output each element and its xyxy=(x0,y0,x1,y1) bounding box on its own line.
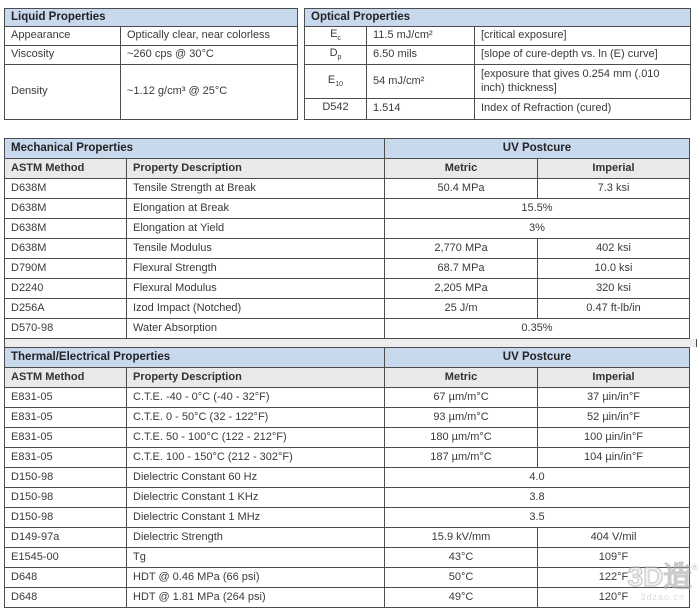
astm-method-cell: D570-98 xyxy=(5,319,127,339)
mechanical-properties-header: Mechanical Properties xyxy=(5,139,385,159)
table-row xyxy=(5,279,690,299)
col-header-metric: Metric xyxy=(385,368,538,388)
optical-symbol-cell xyxy=(305,46,367,65)
table-row xyxy=(5,46,298,65)
metric-value-cell: 68.7 MPa xyxy=(385,259,538,279)
optical-symbol: E xyxy=(327,73,336,86)
optical-value-cell: 1.514 xyxy=(367,99,475,120)
optical-description-cell: [exposure that gives 0.254 mm (.010 inch) thickness] xyxy=(475,65,691,99)
table-row xyxy=(5,528,690,548)
astm-method-cell: D150-98 xyxy=(5,468,127,488)
metric-value-cell: 43°C xyxy=(385,548,538,568)
table-row xyxy=(5,408,690,428)
metric-value-cell: 67 µm/m°C xyxy=(385,388,538,408)
astm-method-cell: D648 xyxy=(5,588,127,608)
property-description-cell: Dielectric Constant 60 Hz xyxy=(127,468,385,488)
imperial-value-cell: 0.47 ft-lb/in xyxy=(538,299,690,319)
table-row xyxy=(5,368,690,388)
table-row xyxy=(5,179,690,199)
table-spacer xyxy=(4,339,697,347)
registered-mark-icon: ® xyxy=(691,562,698,572)
col-header-imperial: Imperial xyxy=(538,159,690,179)
col-header-property-description: Property Description xyxy=(127,368,385,388)
property-label-cell: Appearance xyxy=(5,27,121,46)
astm-method-cell: E831-05 xyxy=(5,408,127,428)
property-description-cell: Elongation at Yield xyxy=(127,219,385,239)
property-description-cell: C.T.E. 0 - 50°C (32 - 122°F) xyxy=(127,408,385,428)
table-row xyxy=(5,259,690,279)
astm-method-cell: E831-05 xyxy=(5,428,127,448)
mechanical-properties-table xyxy=(4,138,690,339)
optical-symbol: D xyxy=(329,47,338,60)
astm-method-cell: E831-05 xyxy=(5,448,127,468)
imperial-value-cell: 52 µin/in°F xyxy=(538,408,690,428)
col-header-metric: Metric xyxy=(385,159,538,179)
imperial-value-cell: 120°F xyxy=(538,588,690,608)
property-label-cell: Density xyxy=(5,65,121,120)
combined-value-cell: 0.35% xyxy=(385,319,690,339)
imperial-value-cell: 122°F xyxy=(538,568,690,588)
col-header-astm-method: ASTM Method xyxy=(5,159,127,179)
optical-description-cell: Index of Refraction (cured) xyxy=(475,99,691,120)
combined-value-cell: 4.0 xyxy=(385,468,690,488)
property-description-cell: Dielectric Constant 1 MHz xyxy=(127,508,385,528)
thermal-electrical-properties-table xyxy=(4,347,690,608)
property-description-cell: C.T.E. 50 - 100°C (122 - 212°F) xyxy=(127,428,385,448)
thermal-electrical-properties-header: Thermal/Electrical Properties xyxy=(5,348,385,368)
top-tables-section xyxy=(4,8,697,120)
table-row xyxy=(5,428,690,448)
combined-value-cell: 3% xyxy=(385,219,690,239)
property-description-cell: Dielectric Constant 1 KHz xyxy=(127,488,385,508)
metric-value-cell: 49°C xyxy=(385,588,538,608)
property-description-cell: Tensile Modulus xyxy=(127,239,385,259)
astm-method-cell: D149-97a xyxy=(5,528,127,548)
astm-method-cell: D638M xyxy=(5,239,127,259)
combined-value-cell: 3.5 xyxy=(385,508,690,528)
table-row xyxy=(5,468,690,488)
section-gap xyxy=(4,120,697,138)
optical-symbol-cell xyxy=(305,27,367,46)
astm-method-cell: E831-05 xyxy=(5,388,127,408)
table-row xyxy=(5,27,298,46)
property-description-cell: Tensile Strength at Break xyxy=(127,179,385,199)
optical-value-cell: 11.5 mJ/cm² xyxy=(367,27,475,46)
table-row xyxy=(5,139,690,159)
imperial-value-cell: 404 V/mil xyxy=(538,528,690,548)
property-description-cell: Izod Impact (Notched) xyxy=(127,299,385,319)
imperial-value-cell: 104 µin/in°F xyxy=(538,448,690,468)
astm-method-cell: D150-98 xyxy=(5,508,127,528)
table-row xyxy=(305,46,691,65)
optical-description-cell: [critical exposure] xyxy=(475,27,691,46)
table-row xyxy=(5,588,690,608)
metric-value-cell: 25 J/m xyxy=(385,299,538,319)
property-label-cell: Viscosity xyxy=(5,46,121,65)
table-row xyxy=(5,448,690,468)
optical-properties-header: Optical Properties xyxy=(305,9,691,27)
table-row xyxy=(5,299,690,319)
property-description-cell: Water Absorption xyxy=(127,319,385,339)
property-description-cell: C.T.E. -40 - 0°C (-40 - 32°F) xyxy=(127,388,385,408)
imperial-value-cell: 100 µin/in°F xyxy=(538,428,690,448)
imperial-value-cell: 37 µin/in°F xyxy=(538,388,690,408)
table-row xyxy=(305,9,691,27)
imperial-value-cell: 320 ksi xyxy=(538,279,690,299)
metric-value-cell: 2,770 MPa xyxy=(385,239,538,259)
table-row xyxy=(305,99,691,120)
property-description-cell: Flexural Modulus xyxy=(127,279,385,299)
combined-value-cell: 15.5% xyxy=(385,199,690,219)
optical-symbol: E xyxy=(330,28,338,41)
metric-value-cell: 50°C xyxy=(385,568,538,588)
table-row xyxy=(5,219,690,239)
astm-method-cell: D638M xyxy=(5,199,127,219)
property-description-cell: Elongation at Break xyxy=(127,199,385,219)
table-row xyxy=(5,199,690,219)
col-header-imperial: Imperial xyxy=(538,368,690,388)
property-value-cell: ~1.12 g/cm³ @ 25°C xyxy=(121,65,298,120)
metric-value-cell: 50.4 MPa xyxy=(385,179,538,199)
table-row xyxy=(5,65,298,120)
table-row xyxy=(5,488,690,508)
watermark-url: 3dzao.cn xyxy=(640,592,686,602)
table-row xyxy=(5,568,690,588)
optical-properties-table xyxy=(304,8,691,120)
metric-value-cell: 15.9 kV/mm xyxy=(385,528,538,548)
astm-method-cell: D648 xyxy=(5,568,127,588)
astm-method-cell: D790M xyxy=(5,259,127,279)
liquid-properties-header: Liquid Properties xyxy=(5,9,298,27)
astm-method-cell: E1545-00 xyxy=(5,548,127,568)
astm-method-cell: D638M xyxy=(5,219,127,239)
table-row xyxy=(5,319,690,339)
uv-postcure-header: UV Postcure xyxy=(385,139,690,159)
astm-method-cell: D256A xyxy=(5,299,127,319)
metric-value-cell: 93 µm/m°C xyxy=(385,408,538,428)
optical-symbol-subscript: c xyxy=(337,35,341,43)
astm-method-cell: D638M xyxy=(5,179,127,199)
table-row xyxy=(5,388,690,408)
table-row xyxy=(305,27,691,46)
watermark-logo-text: 3D造 xyxy=(627,561,692,592)
table-row xyxy=(5,9,298,27)
uv-postcure-header: UV Postcure xyxy=(385,348,690,368)
metric-value-cell: 187 µm/m°C xyxy=(385,448,538,468)
property-description-cell: Tg xyxy=(127,548,385,568)
property-value-cell: Optically clear, near colorless xyxy=(121,27,298,46)
col-header-astm-method: ASTM Method xyxy=(5,368,127,388)
optical-description-cell: [slope of cure-depth vs. ln (E) curve] xyxy=(475,46,691,65)
table-row xyxy=(305,65,691,99)
imperial-value-cell: 402 ksi xyxy=(538,239,690,259)
optical-symbol-cell xyxy=(305,99,367,120)
liquid-properties-table xyxy=(4,8,298,120)
table-row xyxy=(5,348,690,368)
imperial-value-cell: 109°F xyxy=(538,548,690,568)
property-description-cell: Dielectric Strength xyxy=(127,528,385,548)
imperial-value-cell: 7.3 ksi xyxy=(538,179,690,199)
astm-method-cell: D2240 xyxy=(5,279,127,299)
col-header-property-description: Property Description xyxy=(127,159,385,179)
optical-symbol: D542 xyxy=(322,101,349,114)
astm-method-cell: D150-98 xyxy=(5,488,127,508)
property-description-cell: C.T.E. 100 - 150°C (212 - 302°F) xyxy=(127,448,385,468)
metric-value-cell: 2,205 MPa xyxy=(385,279,538,299)
table-row xyxy=(5,508,690,528)
property-value-cell: ~260 cps @ 30°C xyxy=(121,46,298,65)
property-description-cell: HDT @ 1.81 MPa (264 psi) xyxy=(127,588,385,608)
optical-value-cell: 6.50 mils xyxy=(367,46,475,65)
metric-value-cell: 180 µm/m°C xyxy=(385,428,538,448)
property-description-cell: HDT @ 0.46 MPa (66 psi) xyxy=(127,568,385,588)
combined-value-cell: 3.8 xyxy=(385,488,690,508)
imperial-value-cell: 10.0 ksi xyxy=(538,259,690,279)
property-description-cell: Flexural Strength xyxy=(127,259,385,279)
optical-symbol-subscript: p xyxy=(337,54,342,62)
table-row xyxy=(5,548,690,568)
table-row xyxy=(5,159,690,179)
table-row xyxy=(5,239,690,259)
optical-symbol-subscript: 10 xyxy=(335,80,344,88)
optical-symbol-cell xyxy=(305,65,367,99)
optical-value-cell: 54 mJ/cm² xyxy=(367,65,475,99)
